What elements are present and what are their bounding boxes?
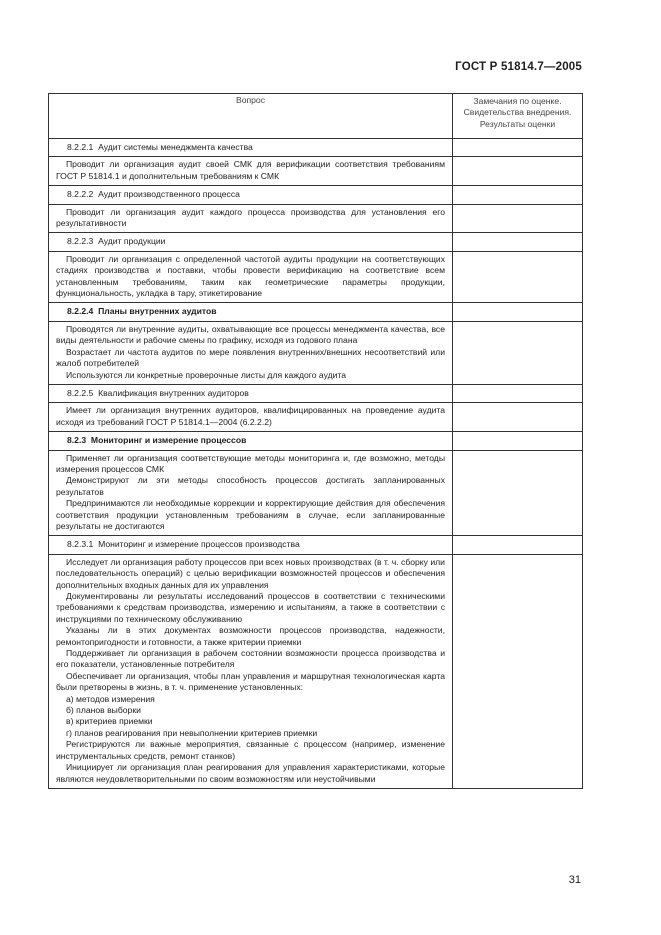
remarks-header-line: Свидетельства внедрения. [463, 107, 572, 118]
section-heading [49, 536, 453, 554]
section-title: Мониторинг и измерение процессов производства [98, 539, 300, 550]
section-heading-row [49, 139, 583, 157]
question-text: Инициирует ли организация план реагирования для управления характеристиками, которые являются неудовлетворительными по своим возможностям или неустойчивыми [56, 762, 445, 784]
remarks-cell[interactable] [453, 384, 583, 402]
question-text: Демонстрируют ли эти методы способность процессов достигать запланированных результатов [56, 475, 445, 497]
section-heading [49, 233, 453, 251]
question-cell [49, 554, 453, 788]
section-heading [49, 384, 453, 402]
section-number: 8.2.3.1 [67, 539, 94, 550]
section-number: 8.2.2.1 [67, 142, 94, 152]
remarks-cell[interactable] [453, 233, 583, 251]
remarks-cell[interactable] [453, 321, 583, 384]
section-heading-row [49, 233, 583, 251]
list-item: в) критериев приемки [66, 716, 153, 727]
section-title: Квалификация внутренних аудиторов [98, 387, 249, 398]
section-title: Аудит производственного процесса [98, 189, 240, 200]
section-title: Аудит системы менеджмента качества [98, 142, 253, 152]
section-number: 8.2.2.4 [67, 306, 94, 317]
remarks-header-line: Замечания по оценке. [473, 96, 562, 106]
remarks-cell[interactable] [453, 157, 583, 186]
section-heading [49, 303, 453, 321]
section-heading-row [49, 384, 583, 402]
section-number: 8.2.2.5 [67, 387, 94, 398]
question-row [49, 403, 583, 432]
list-item: а) методов измерения [66, 693, 155, 704]
question-text: Проводит ли организация с определенной частотой аудиты продукции на соответствующих стадиях производства и поставки, чтобы провести верификацию на соответствие всем установленным требованиям, таким как геометрические параметры продукции, функциональность, укладка в тару, этикетирование [56, 253, 445, 299]
question-text: Обеспечивает ли организация, чтобы план управления и маршрутная технологическая карта были претворены в жизнь, в т. ч. применение установленных: [56, 670, 445, 693]
question-cell [49, 251, 453, 303]
section-heading-row [49, 432, 583, 450]
question-text: Используются ли конкретные проверочные листы для каждого аудита [66, 369, 347, 380]
remarks-cell[interactable] [453, 186, 583, 204]
section-heading-row [49, 303, 583, 321]
question-cell [49, 321, 453, 384]
questionnaire-table [48, 93, 583, 789]
remarks-cell[interactable] [453, 536, 583, 554]
section-heading [49, 186, 453, 204]
remarks-cell[interactable] [453, 251, 583, 303]
remarks-cell[interactable] [453, 450, 583, 536]
remarks-cell[interactable] [453, 204, 583, 233]
column-header-remarks [453, 94, 583, 139]
question-row [49, 321, 583, 384]
page-number: 31 [568, 874, 581, 886]
column-header-question: Вопрос [49, 94, 453, 139]
remarks-cell[interactable] [453, 432, 583, 450]
section-title: Мониторинг и измерение процессов [90, 435, 247, 446]
table-body [49, 139, 583, 789]
question-text: Проводятся ли внутренние аудиты, охватывающие все процессы менеджмента качества, все виды деятельности и рабочие смены по графику, исходя из годового плана [56, 323, 445, 346]
section-heading [49, 432, 453, 450]
question-row [49, 204, 583, 233]
question-text: Исследует ли организация работу процессов при всех новых производствах (в т. ч. сборку или последовательность операций) с целью верификации возможностей процессов и обеспечения дополнительных входных данных для их управления [56, 556, 445, 590]
question-text: Применяет ли организация соответствующие методы мониторинга и, где возможно, методы измерения процессов СМК [56, 452, 445, 474]
question-row [49, 251, 583, 303]
question-cell [49, 157, 453, 186]
list-item: г) планов реагирования при невыполнении критериев приемки [66, 727, 318, 738]
question-text: Проводит ли организация аудит каждого процесса производства для установления его результативности [56, 206, 445, 229]
table-header-row [49, 94, 583, 139]
question-cell [49, 403, 453, 432]
section-title: Аудит продукции [98, 236, 166, 247]
question-row [49, 157, 583, 186]
question-text: Указаны ли в этих документах возможности процессов производства, надежности, ремонтопригодности и готовности, а также критерии приемки [56, 625, 445, 647]
question-row [49, 450, 583, 536]
list-item: б) планов выборки [66, 705, 141, 716]
standard-code: ГОСТ Р 51814.7—2005 [455, 61, 582, 73]
question-text: Имеет ли организация внутренних аудиторов, квалифицированных на проведение аудита исходя из требований ГОСТ Р 51814.1—2004 (6.2.2.2) [56, 405, 445, 427]
question-text: Регистрируются ли важные мероприятия, связанные с процессом (например, изменение инструментальных средств, ремонт станков) [56, 739, 445, 761]
remarks-header-line: Результаты оценки [479, 118, 556, 129]
question-text: Предпринимаются ли необходимые коррекции и корректирующие действия для обеспечения соответствия продукции установленным требованиям в случае, если запланированные результаты не достигаются [56, 498, 445, 531]
question-cell [49, 450, 453, 536]
question-text: Возрастает ли частота аудитов по мере появления внутренних/внешних несоответствий или жалоб потребителей [56, 346, 445, 369]
section-heading [49, 139, 453, 157]
remarks-cell[interactable] [453, 139, 583, 157]
remarks-cell[interactable] [453, 403, 583, 432]
section-heading-row [49, 536, 583, 554]
question-text: Документированы ли результаты исследований процессов в соответствии с техническими требованиями к средствам производства, измерению и испытаниям, а также в соответствии с инструкциями по техническому обслуживанию [56, 591, 445, 624]
section-title: Планы внутренних аудитов [98, 306, 217, 317]
question-text: Поддерживает ли организация в рабочем состоянии возможности процесса производства и его показатели, установленные потребителя [56, 648, 445, 670]
section-heading-row [49, 186, 583, 204]
remarks-cell[interactable] [453, 554, 583, 788]
question-cell [49, 204, 453, 233]
section-number: 8.2.3 [67, 435, 87, 446]
remarks-cell[interactable] [453, 303, 583, 321]
section-number: 8.2.2.3 [67, 236, 94, 247]
question-row [49, 554, 583, 788]
question-text: Проводит ли организация аудит своей СМК для верификации соответствия требованиям ГОСТ Р 51814.1 и дополнительным требованиям к СМК [56, 159, 445, 181]
section-number: 8.2.2.2 [67, 189, 94, 200]
